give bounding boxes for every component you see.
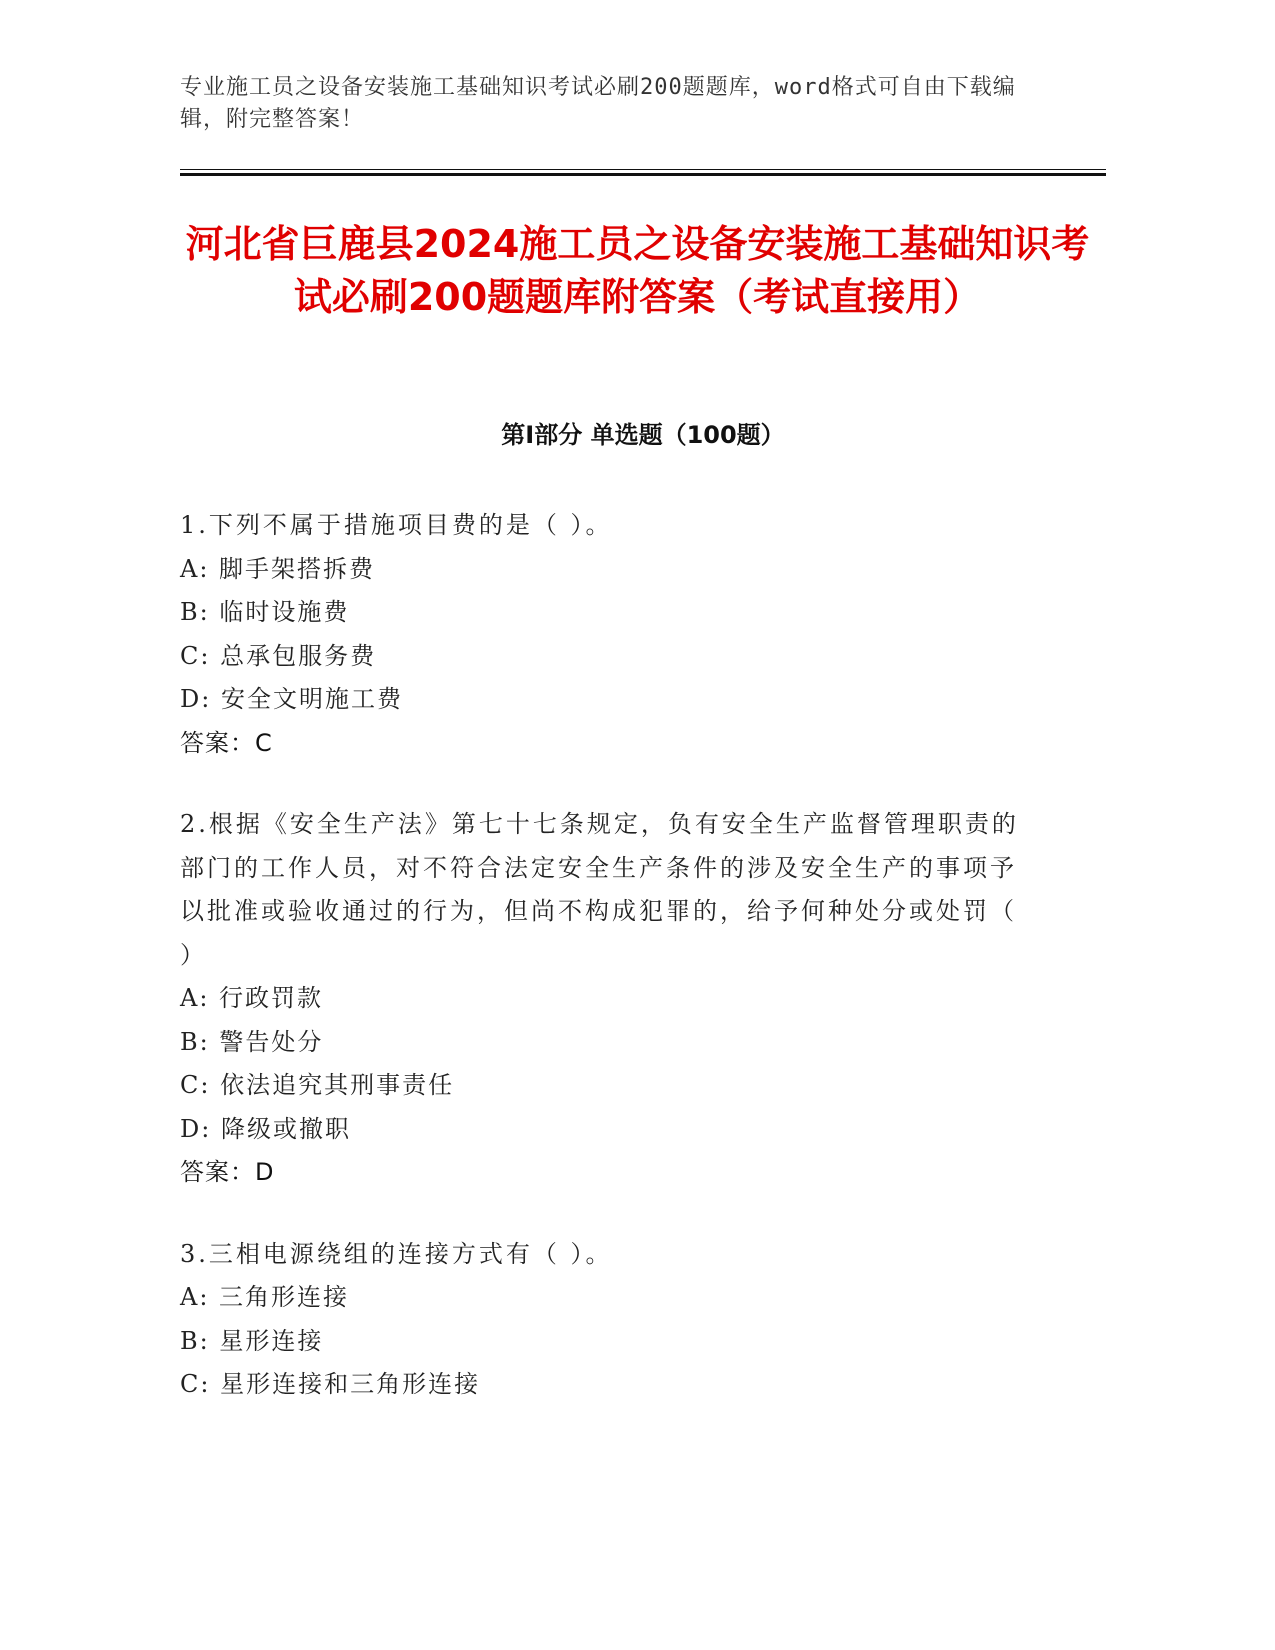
answer: 答案：D (180, 1158, 275, 1186)
question-stem: 3.三相电源绕组的连接方式有（ ）。 (180, 1239, 613, 1268)
option-a: A: 脚手架搭拆费 (180, 554, 376, 583)
header-divider-thick (180, 173, 1106, 176)
option-c: C: 依法追究其刑事责任 (180, 1071, 455, 1099)
header-note: 专业施工员之设备安装施工基础知识考试必刷200题题库，word格式可自由下载编辑，附完整答案！ (180, 75, 1016, 132)
question-3 (180, 1233, 1020, 1407)
option-b: B: 警告处分 (180, 1027, 324, 1056)
answer: 答案：C (180, 728, 273, 757)
header-divider-thin (180, 169, 1106, 170)
section-heading: 第I部分 单选题（100题） (501, 421, 785, 449)
option-c: C: 星形连接和三角形连接 (180, 1370, 481, 1398)
question-1 (180, 504, 1020, 765)
option-b: B: 临时设施费 (180, 598, 350, 626)
option-a: A: 三角形连接 (180, 1283, 350, 1311)
option-c: C: 总承包服务费 (180, 641, 377, 670)
question-2 (180, 803, 1020, 1195)
option-d: D: 降级或撤职 (180, 1114, 351, 1143)
option-b: B: 星形连接 (180, 1326, 324, 1355)
question-list (180, 504, 1020, 1445)
option-a: A: 行政罚款 (180, 984, 324, 1012)
document-title: 河北省巨鹿县2024施工员之设备安装施工基础知识考试必刷200题题库附答案（考试直接用） (185, 222, 1090, 319)
question-stem: 2.根据《安全生产法》第七十七条规定，负有安全生产监督管理职责的部门的工作人员，对不符合法定安全生产条件的涉及安全生产的事项予以批准或验收通过的行为，但尚不构成犯罪的，给予何种处分或处罚（ ） (180, 810, 1019, 969)
question-stem: 1.下列不属于措施项目费的是（ ）。 (180, 511, 613, 539)
option-d: D: 安全文明施工费 (180, 685, 403, 713)
